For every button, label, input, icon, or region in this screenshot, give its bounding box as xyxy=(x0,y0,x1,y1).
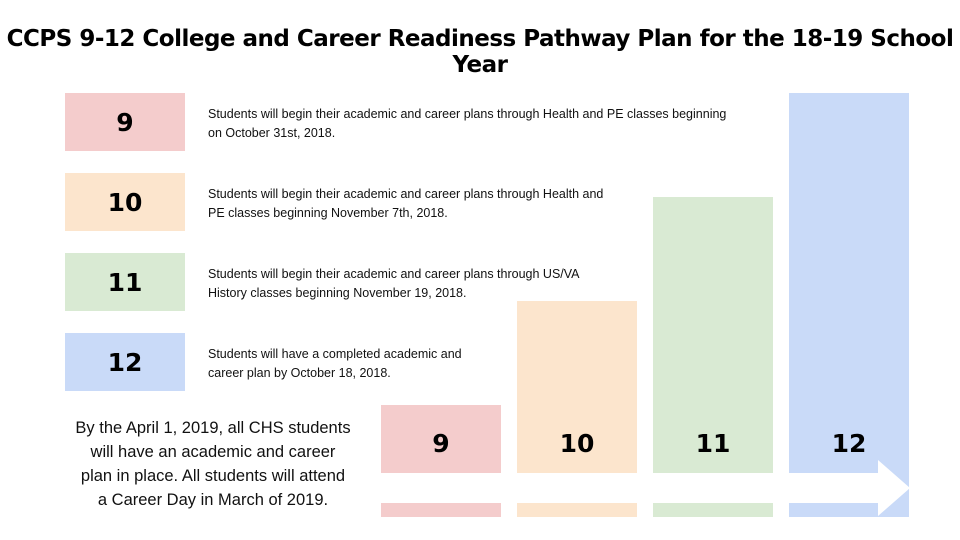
summary-line: plan in place. All students will attend xyxy=(80,467,346,485)
description-line: History classes beginning November 19, 2018. xyxy=(208,286,467,300)
grade-box-9: 9 xyxy=(65,93,185,151)
grade-box-11: 11 xyxy=(65,253,185,311)
description-line: Students will begin their academic and career plans through US/VA xyxy=(208,267,580,281)
description-line: PE classes beginning November 7th, 2018. xyxy=(208,206,448,220)
summary-line: By the April 1, 2019, all CHS students xyxy=(75,419,351,437)
grade-box-10: 10 xyxy=(65,173,185,231)
description-line: Students will have a completed academic and xyxy=(208,347,462,361)
grade-box-12: 12 xyxy=(65,333,185,391)
step-label-11: 11 xyxy=(695,428,731,458)
page-title: CCPS 9-12 College and Career Readiness Pathway Plan for the 18-19 School Year xyxy=(6,26,954,78)
description-line: career plan by October 18, 2018. xyxy=(208,366,391,380)
summary-line: will have an academic and career xyxy=(90,443,336,461)
step-label-12: 12 xyxy=(831,428,867,458)
step-label-9: 9 xyxy=(432,428,450,458)
description-line: Students will begin their academic and career plans through Health and xyxy=(208,187,604,201)
description-line: on October 31st, 2018. xyxy=(208,126,336,140)
step-label-10: 10 xyxy=(559,428,595,458)
description-line: Students will begin their academic and career plans through Health and PE classes beginning xyxy=(208,107,727,121)
summary-line: a Career Day in March of 2019. xyxy=(97,491,329,509)
